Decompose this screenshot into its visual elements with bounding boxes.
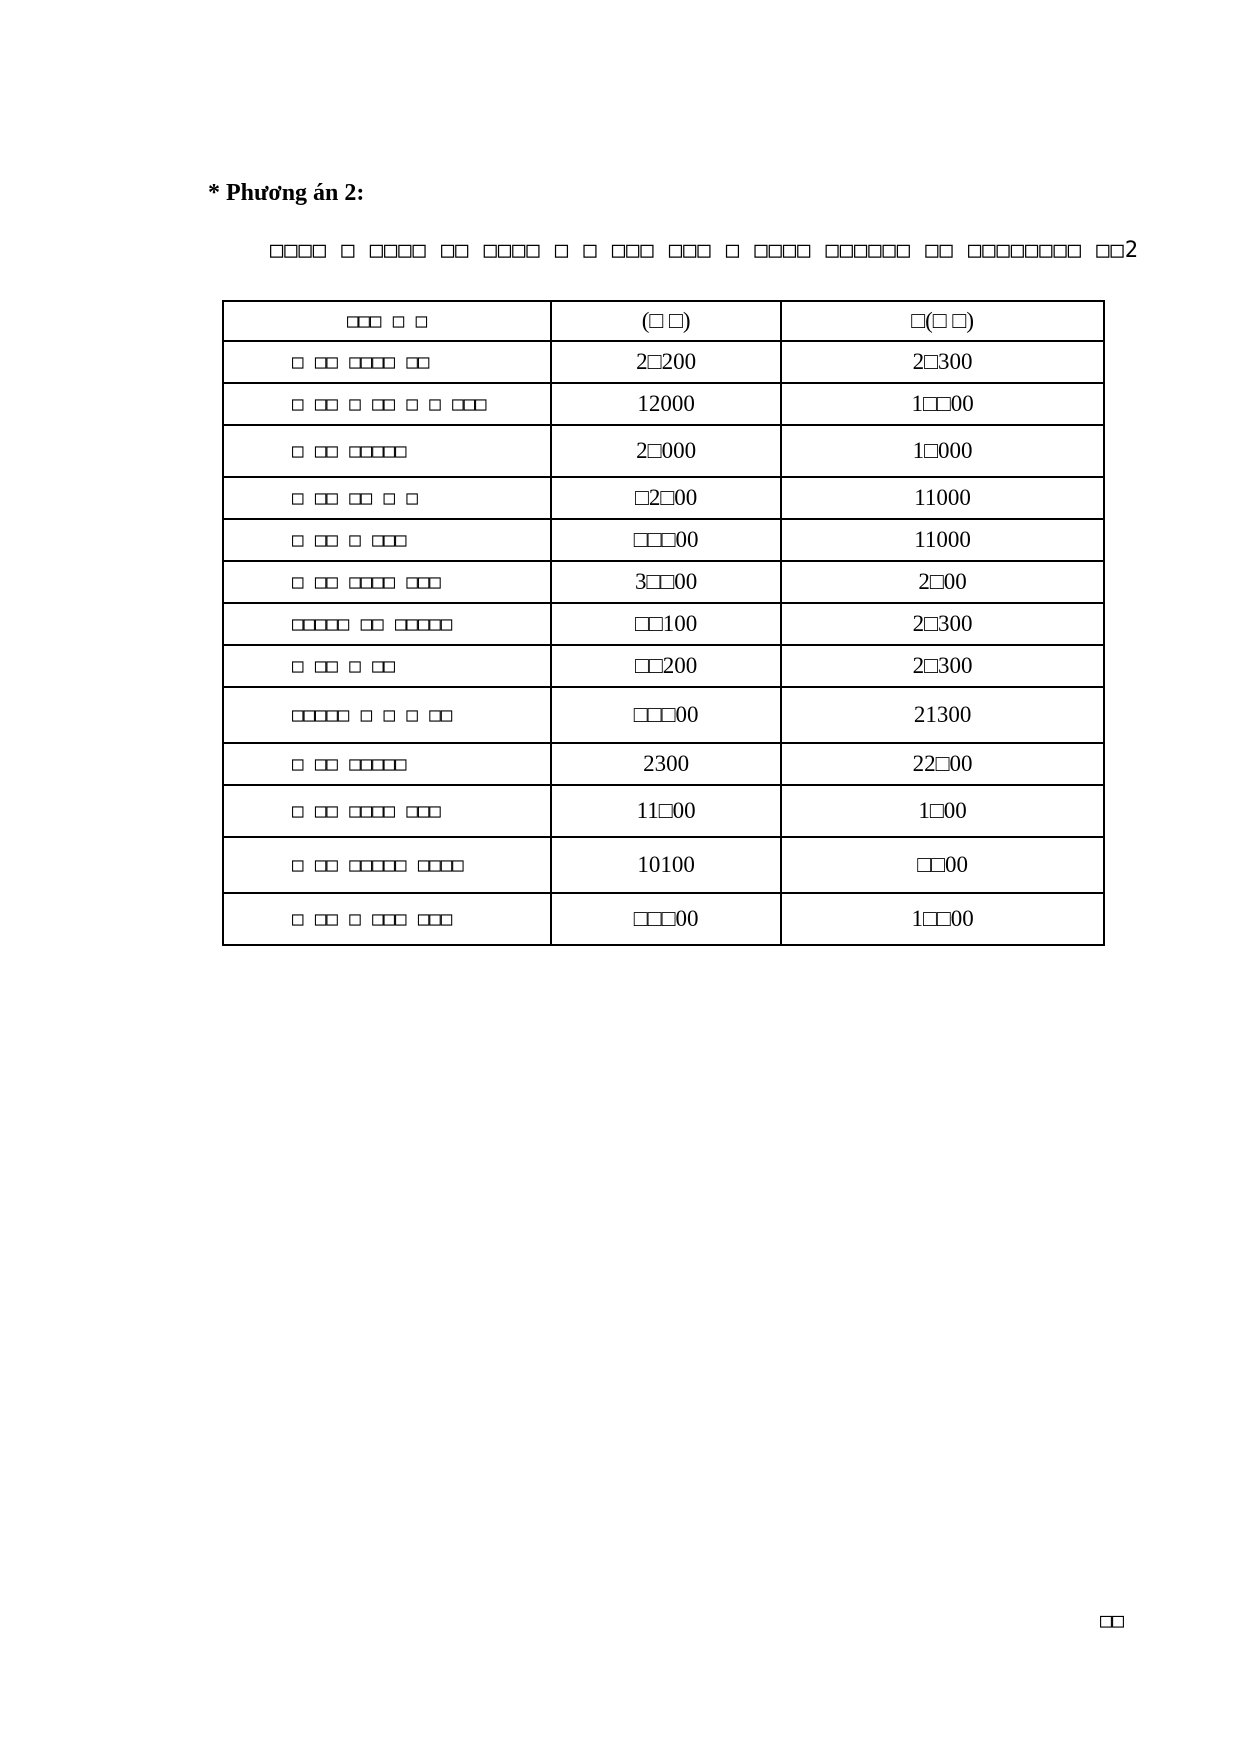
row-value-b: 11000: [781, 519, 1104, 561]
row-value-b: 1□000: [781, 425, 1104, 477]
page-number: □□: [1100, 1608, 1125, 1632]
row-value-a: 10100: [551, 837, 781, 893]
row-value-a: □□□00: [551, 519, 781, 561]
row-value-b: 11000: [781, 477, 1104, 519]
row-value-b: 2□00: [781, 561, 1104, 603]
row-name: □ □□ □ □□: [223, 645, 551, 687]
row-value-b: 2□300: [781, 341, 1104, 383]
table-row: [223, 837, 1104, 893]
row-name: □ □□ □□□□ □□□: [223, 561, 551, 603]
section-heading: * Phương án 2:: [208, 180, 365, 206]
table-row: [223, 561, 1104, 603]
row-name: □□□□□ □ □ □ □□: [223, 687, 551, 743]
row-value-b: 2□300: [781, 603, 1104, 645]
intro-text: □□□□ □ □□□□ □□ □□□□ □ □ □□□ □□□ □ □□□□ □□□□□□ □□ □□□□□□□□ □□2: [270, 238, 1139, 263]
row-value-b: 1□□00: [781, 383, 1104, 425]
row-value-a: 2300: [551, 743, 781, 785]
row-value-a: 2□200: [551, 341, 781, 383]
header-col-3: □(□ □): [781, 301, 1104, 341]
table-row: [223, 687, 1104, 743]
header-col-1: □□□ □ □: [223, 301, 551, 341]
row-value-a: 11□00: [551, 785, 781, 837]
row-value-b: □□00: [781, 837, 1104, 893]
row-value-b: 1□00: [781, 785, 1104, 837]
row-name: □ □□ □□ □ □: [223, 477, 551, 519]
table-row: [223, 743, 1104, 785]
row-value-b: 1□□00: [781, 893, 1104, 945]
row-name: □ □□ □□□□□: [223, 743, 551, 785]
row-value-a: 2□000: [551, 425, 781, 477]
table-row: [223, 383, 1104, 425]
table-row: [223, 519, 1104, 561]
row-value-a: □□200: [551, 645, 781, 687]
row-name: □ □□ □□□□□ □□□□: [223, 837, 551, 893]
header-col-2: (□ □): [551, 301, 781, 341]
table-row: [223, 477, 1104, 519]
table-row: [223, 425, 1104, 477]
row-name: □□□□□ □□ □□□□□: [223, 603, 551, 645]
row-value-a: □2□00: [551, 477, 781, 519]
row-name: □ □□ □□□□□: [223, 425, 551, 477]
table-header-row: [223, 301, 1104, 341]
row-name: □ □□ □ □□ □ □ □□□: [223, 383, 551, 425]
row-name: □ □□ □□□□ □□□: [223, 785, 551, 837]
table-row: [223, 603, 1104, 645]
row-value-a: 3□□00: [551, 561, 781, 603]
row-name: □ □□ □□□□ □□: [223, 341, 551, 383]
row-value-a: □□□00: [551, 687, 781, 743]
table-row: [223, 341, 1104, 383]
row-value-b: 22□00: [781, 743, 1104, 785]
row-value-b: 2□300: [781, 645, 1104, 687]
row-value-a: 12000: [551, 383, 781, 425]
row-value-a: □□□00: [551, 893, 781, 945]
row-value-a: □□100: [551, 603, 781, 645]
data-table: [222, 300, 1105, 946]
row-name: □ □□ □ □□□ □□□: [223, 893, 551, 945]
table-row: [223, 893, 1104, 945]
row-name: □ □□ □ □□□: [223, 519, 551, 561]
row-value-b: 21300: [781, 687, 1104, 743]
table-row: [223, 785, 1104, 837]
table-row: [223, 645, 1104, 687]
